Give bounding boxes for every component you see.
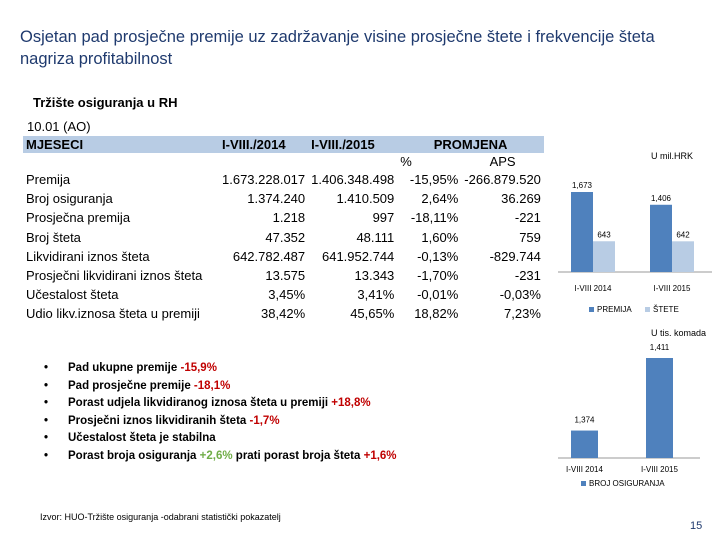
bullet-text: Prosječni iznos likvidiranih šteta <box>68 414 250 427</box>
table-cell: 47.352 <box>265 229 306 245</box>
table-cell: -18,11% <box>410 210 459 226</box>
table-cell: 1.374.240 <box>247 191 306 207</box>
chart2-data-label: 1,374 <box>574 415 595 425</box>
chart1-data-label: 1,406 <box>650 193 672 203</box>
bullet-text: prati porast broja šteta <box>232 449 364 462</box>
table-cell: -266.879.520 <box>464 172 541 188</box>
bullet-text: Pad prosječne premije <box>68 379 194 392</box>
subheader-aps: APS <box>489 154 516 169</box>
row-label: Prosječni likvidirani iznos šteta <box>26 268 203 284</box>
row-label: Udio likv.iznosa šteta u premiji <box>26 306 200 322</box>
market-subtitle: Tržište osiguranja u RH <box>33 95 178 110</box>
chart1-legend-swatch <box>645 307 650 312</box>
bullet-highlight: +18,8% <box>331 397 371 409</box>
bullet-text: Porast broja osiguranja <box>68 449 200 462</box>
table-cell: -1,70% <box>417 268 459 284</box>
subheader-percent: % <box>400 154 412 169</box>
chart1-tick-label: I-VIII 2014 <box>574 284 612 293</box>
chart2-legend-label: BROJ OSIGURANJA <box>589 479 665 488</box>
chart1-legend-swatch <box>589 307 594 312</box>
table-cell: -0,13% <box>417 248 459 264</box>
table-cell: 7,23% <box>504 306 541 322</box>
chart2-tick-label: I-VIII 2015 <box>641 465 678 474</box>
row-label: Broj šteta <box>26 229 81 245</box>
table-cell: 18,82% <box>414 306 459 322</box>
header-months: MJESECI <box>23 136 219 153</box>
table-cell: 997 <box>372 210 395 226</box>
table-cell: 1,60% <box>421 229 459 245</box>
table-cell: 3,45% <box>268 287 306 303</box>
chart1-tick-label: I-VIII 2015 <box>653 284 691 293</box>
table-cell: -0,03% <box>499 287 541 303</box>
chart1-legend-label: PREMIJA <box>597 305 632 314</box>
chart1-bar <box>593 241 615 272</box>
table-cell: 3,41% <box>357 287 395 303</box>
header-2015: I-VIII./2015 <box>308 136 397 153</box>
table-cell: 1.673.228.017 <box>222 172 306 188</box>
bullet-text: Porast udjela likvidiranog iznosa šteta u premiji <box>68 397 332 409</box>
table-cell: 1.410.509 <box>336 191 395 207</box>
header-2014: I-VIII./2014 <box>219 136 308 153</box>
chart1-bar <box>650 205 672 272</box>
chart1-unit-label: U mil.HRK <box>651 151 693 161</box>
row-label: Likvidirani iznos šteta <box>26 248 150 264</box>
table-cell: 642.782.487 <box>232 248 306 264</box>
bullet-highlight: -15,9% <box>180 362 217 374</box>
row-label: Premija <box>26 172 71 188</box>
bullet-text: Pad ukupne premije <box>68 362 181 374</box>
chart1-data-label: 642 <box>676 230 690 240</box>
page-number: 15 <box>690 520 703 532</box>
header-change: PROMJENA <box>397 136 544 153</box>
table-cell: 759 <box>519 229 541 245</box>
table-cell: -0,01% <box>417 287 459 303</box>
table-cell: 13.343 <box>354 268 395 284</box>
chart2-data-label: 1,411 <box>649 343 670 352</box>
chart2-unit-label: U tis. komada <box>651 328 707 338</box>
chart2-tick-label: I-VIII 2014 <box>566 465 603 474</box>
bullet-highlight: +1,6% <box>363 449 397 462</box>
chart2-bar <box>646 358 673 458</box>
table-cell: -829.744 <box>489 248 541 264</box>
table-cell: 36.269 <box>501 191 541 207</box>
table-cell: -221 <box>514 210 541 226</box>
source-note: Izvor: HUO-Tržište osiguranja -odabrani statistički pokazatelj <box>40 512 281 522</box>
chart1-bar <box>672 241 694 272</box>
bullet-highlight: +2,6% <box>199 449 233 462</box>
table-cell: 2,64% <box>421 191 459 207</box>
table-cell: 45,65% <box>350 306 395 322</box>
class-code: 10.01 (AO) <box>27 119 91 134</box>
table-cell: -15,95% <box>409 172 459 188</box>
chart1-data-label: 643 <box>597 230 611 240</box>
bullet-text: Učestalost šteta je stabilna <box>68 432 216 444</box>
chart1-legend-label: ŠTETE <box>653 305 679 314</box>
chart2-legend-swatch <box>581 481 586 486</box>
table-cell: 641.952.744 <box>321 248 395 264</box>
table-cell: 13.575 <box>265 268 306 284</box>
row-label: Prosječna premija <box>26 210 131 226</box>
bullet-highlight: -18,1% <box>193 379 231 392</box>
table-cell: 48.111 <box>356 229 395 245</box>
chart1-bar <box>571 192 593 272</box>
row-label: Broj osiguranja <box>26 191 113 207</box>
chart1-data-label: 1,673 <box>571 181 593 190</box>
bullet-highlight: -1,7% <box>249 414 280 427</box>
table-cell: -231 <box>514 268 541 284</box>
table-cell: 38,42% <box>261 306 306 322</box>
table-cell: 1.218 <box>272 210 306 226</box>
table-cell: 1.406.348.498 <box>311 172 395 188</box>
row-label: Učestalost šteta <box>26 287 119 303</box>
slide-title: Osjetan pad prosječne premije uz zadržavanje visine prosječne štete i frekvencije šteta nagriza profitabilnost <box>20 28 655 68</box>
chart2-bar <box>571 431 598 458</box>
